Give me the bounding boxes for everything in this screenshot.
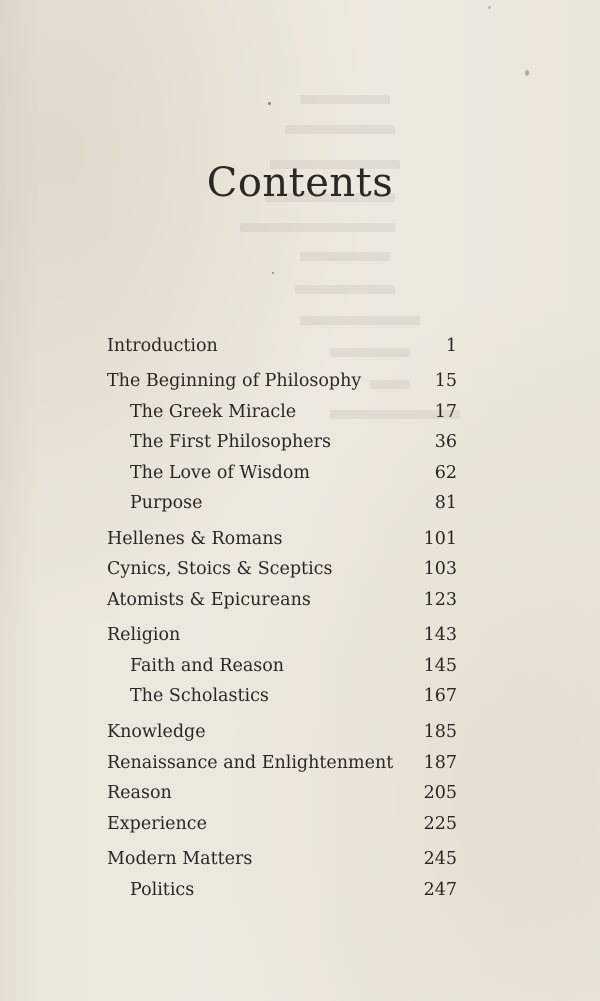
toc-page-number: 36 xyxy=(434,432,457,452)
toc-entry-title: Knowledge xyxy=(107,722,206,742)
toc-entry-title: Reason xyxy=(107,783,172,803)
toc-entry-title: The First Philosophers xyxy=(130,432,332,452)
toc-entry-title: Religion xyxy=(107,625,181,645)
toc-entry xyxy=(107,526,457,552)
show-through-line xyxy=(300,316,420,325)
paper-speck xyxy=(525,70,529,76)
toc-page-number: 187 xyxy=(423,753,457,773)
toc-entry xyxy=(107,877,457,903)
toc-entry-title: Hellenes & Romans xyxy=(107,529,283,549)
toc-entry-title: Faith and Reason xyxy=(130,656,285,676)
toc-entry xyxy=(107,653,457,679)
toc-entry xyxy=(107,556,457,582)
paper-speck xyxy=(272,272,274,274)
toc-entry xyxy=(107,622,457,648)
toc-entry xyxy=(107,333,457,359)
toc-entry-title: The Scholastics xyxy=(130,686,269,706)
toc-page-number: 17 xyxy=(434,402,457,422)
toc-page-number: 205 xyxy=(423,783,457,803)
toc-page-number: 81 xyxy=(434,493,457,513)
toc-page-number: 247 xyxy=(423,880,457,900)
toc-page-number: 1 xyxy=(445,336,457,356)
toc-page-number: 167 xyxy=(423,686,457,706)
toc-page-number: 143 xyxy=(423,625,457,645)
toc-entry-title: Experience xyxy=(107,814,207,834)
show-through-line xyxy=(300,252,390,261)
paper-speck xyxy=(488,6,491,9)
toc-entry xyxy=(107,750,457,776)
page-title: Contents xyxy=(206,160,394,206)
toc-entry xyxy=(107,846,457,872)
show-through-line xyxy=(295,285,395,294)
toc-entry-title: Modern Matters xyxy=(107,849,253,869)
toc-entry xyxy=(107,683,457,709)
toc-entry-title: The Greek Miracle xyxy=(130,402,297,422)
toc-page-number: 185 xyxy=(423,722,457,742)
toc-entry-title: The Love of Wisdom xyxy=(130,463,310,483)
paper-speck xyxy=(268,102,271,105)
show-through-line xyxy=(240,223,395,232)
toc-entry xyxy=(107,811,457,837)
toc-page-number: 225 xyxy=(423,814,457,834)
toc-page-number: 103 xyxy=(423,559,457,579)
toc-entry xyxy=(107,490,457,516)
show-through-line xyxy=(285,125,395,134)
toc-page-number: 101 xyxy=(423,529,457,549)
show-through-line xyxy=(300,95,390,104)
toc-entry xyxy=(107,399,457,425)
toc-entry-title: Atomists & Epicureans xyxy=(107,590,311,610)
toc-entry-title: The Beginning of Philosophy xyxy=(107,371,362,391)
toc-entry-title: Politics xyxy=(130,880,195,900)
toc-entry xyxy=(107,460,457,486)
toc-entry xyxy=(107,587,457,613)
toc-page-number: 15 xyxy=(434,371,457,391)
toc-entry-title: Renaissance and Enlightenment xyxy=(107,753,394,773)
toc-entry xyxy=(107,780,457,806)
toc-entry xyxy=(107,429,457,455)
toc-entry xyxy=(107,368,457,394)
toc-entry-title: Purpose xyxy=(130,493,203,513)
toc-entry-title: Introduction xyxy=(107,336,218,356)
toc-page-number: 145 xyxy=(423,656,457,676)
toc-page-number: 123 xyxy=(423,590,457,610)
toc-page-number: 245 xyxy=(423,849,457,869)
toc-entry xyxy=(107,719,457,745)
toc-page-number: 62 xyxy=(434,463,457,483)
toc-entry-title: Cynics, Stoics & Sceptics xyxy=(107,559,333,579)
